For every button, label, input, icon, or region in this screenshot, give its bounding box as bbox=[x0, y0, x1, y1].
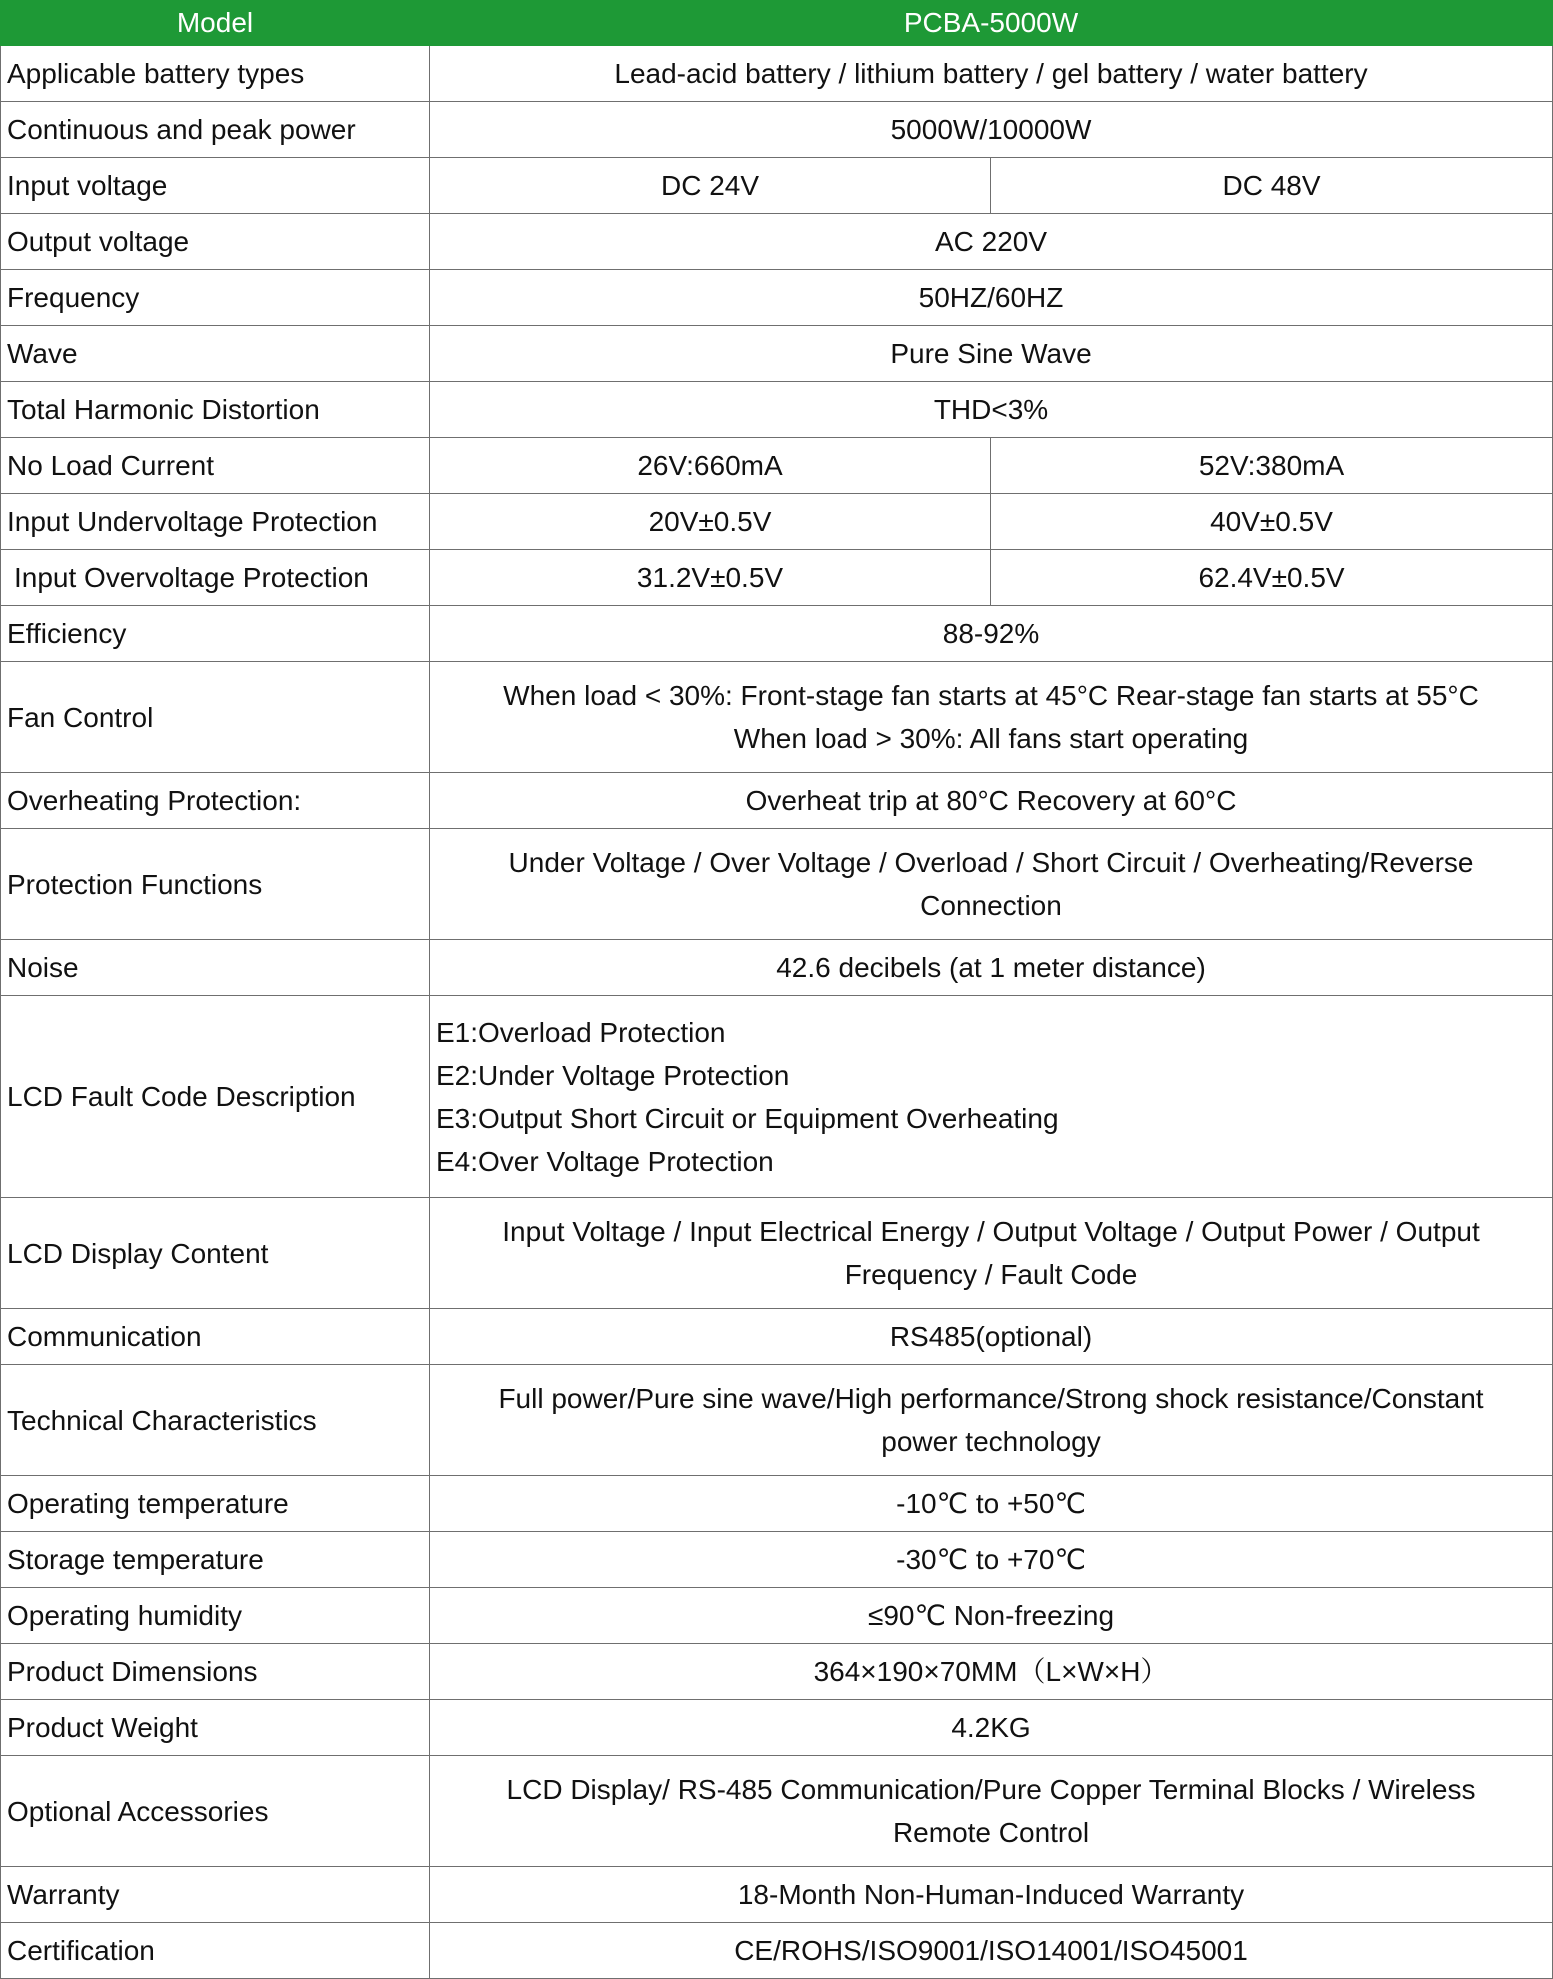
row-value: 364×190×70MM（L×W×H） bbox=[430, 1644, 1553, 1700]
row-value: 18-Month Non-Human-Induced Warranty bbox=[430, 1867, 1553, 1923]
row-value bbox=[430, 1756, 1553, 1867]
row-value-24v: 26V:660mA bbox=[430, 438, 991, 494]
row-value: ≤90℃ Non-freezing bbox=[430, 1588, 1553, 1644]
row-label: Fan Control bbox=[1, 662, 430, 773]
table-row bbox=[1, 1588, 1553, 1644]
table-row bbox=[1, 606, 1553, 662]
row-label: Continuous and peak power bbox=[1, 102, 430, 158]
table-row bbox=[1, 1198, 1553, 1309]
row-label: Warranty bbox=[1, 1867, 430, 1923]
row-value-48v: 52V:380mA bbox=[991, 438, 1553, 494]
row-label: Product Weight bbox=[1, 1700, 430, 1756]
table-row bbox=[1, 1365, 1553, 1476]
row-label: Storage temperature bbox=[1, 1532, 430, 1588]
row-value-48v: 62.4V±0.5V bbox=[991, 550, 1553, 606]
table-row bbox=[1, 46, 1553, 102]
fault-code-line: E2:Under Voltage Protection bbox=[436, 1059, 790, 1091]
row-label: Input voltage bbox=[1, 158, 430, 214]
value-line: power technology bbox=[881, 1426, 1101, 1457]
row-label: Certification bbox=[1, 1923, 430, 1979]
row-value: CE/ROHS/ISO9001/ISO14001/ISO45001 bbox=[430, 1923, 1553, 1979]
row-label: LCD Display Content bbox=[1, 1198, 430, 1309]
row-label: Total Harmonic Distortion bbox=[1, 382, 430, 438]
fault-code-line: E4:Over Voltage Protection bbox=[436, 1145, 774, 1177]
model-value: PCBA-5000W bbox=[430, 1, 1553, 46]
table-row bbox=[1, 996, 1553, 1198]
table-row bbox=[1, 102, 1553, 158]
table-row bbox=[1, 1756, 1553, 1867]
table-header-row bbox=[1, 1, 1553, 46]
row-value: -10℃ to +50℃ bbox=[430, 1476, 1553, 1532]
row-value bbox=[430, 829, 1553, 940]
value-line: When load < 30%: Front-stage fan starts at 45°C Rear-stage fan starts at 55°C bbox=[503, 680, 1479, 711]
row-value: Pure Sine Wave bbox=[430, 326, 1553, 382]
table-row bbox=[1, 550, 1553, 606]
table-row bbox=[1, 214, 1553, 270]
table-row bbox=[1, 158, 1553, 214]
row-value-48v: DC 48V bbox=[991, 158, 1553, 214]
row-value: Lead-acid battery / lithium battery / gel battery / water battery bbox=[430, 46, 1553, 102]
row-label: Communication bbox=[1, 1309, 430, 1365]
row-value: RS485(optional) bbox=[430, 1309, 1553, 1365]
table-row bbox=[1, 1476, 1553, 1532]
table-row bbox=[1, 1309, 1553, 1365]
value-line: Remote Control bbox=[892, 1817, 1090, 1848]
table-row bbox=[1, 438, 1553, 494]
row-label: Efficiency bbox=[1, 606, 430, 662]
row-label: Applicable battery types bbox=[1, 46, 430, 102]
row-label: Frequency bbox=[1, 270, 430, 326]
fault-code-line: E3:Output Short Circuit or Equipment Overheating bbox=[436, 1102, 1059, 1134]
table-row bbox=[1, 773, 1553, 829]
row-label: Input Overvoltage Protection bbox=[1, 550, 430, 606]
row-value bbox=[430, 1198, 1553, 1309]
table-row bbox=[1, 1532, 1553, 1588]
row-value: THD<3% bbox=[430, 382, 1553, 438]
row-label: Technical Characteristics bbox=[1, 1365, 430, 1476]
value-line: When load > 30%: All fans start operating bbox=[733, 723, 1249, 754]
value-line: Input Voltage / Input Electrical Energy / Output Voltage / Output Power / Output bbox=[502, 1216, 1480, 1247]
row-label: Operating humidity bbox=[1, 1588, 430, 1644]
value-line: LCD Display/ RS-485 Communication/Pure Copper Terminal Blocks / Wireless bbox=[506, 1774, 1476, 1805]
row-value: 50HZ/60HZ bbox=[430, 270, 1553, 326]
row-label: No Load Current bbox=[1, 438, 430, 494]
row-label: Wave bbox=[1, 326, 430, 382]
row-label: Product Dimensions bbox=[1, 1644, 430, 1700]
table-row bbox=[1, 382, 1553, 438]
table-row bbox=[1, 1867, 1553, 1923]
table-row bbox=[1, 1644, 1553, 1700]
fault-code-line: E1:Overload Protection bbox=[436, 1016, 726, 1048]
row-label: Operating temperature bbox=[1, 1476, 430, 1532]
table-row bbox=[1, 940, 1553, 996]
table-row bbox=[1, 1700, 1553, 1756]
row-value: 88-92% bbox=[430, 606, 1553, 662]
row-label: Overheating Protection: bbox=[1, 773, 430, 829]
table-row bbox=[1, 662, 1553, 773]
value-line: Frequency / Fault Code bbox=[844, 1259, 1138, 1290]
value-line: Connection bbox=[920, 890, 1062, 921]
table-row bbox=[1, 829, 1553, 940]
row-value: 5000W/10000W bbox=[430, 102, 1553, 158]
row-label: Input Undervoltage Protection bbox=[1, 494, 430, 550]
row-value: Overheat trip at 80°C Recovery at 60°C bbox=[430, 773, 1553, 829]
row-value: -30℃ to +70℃ bbox=[430, 1532, 1553, 1588]
row-value-24v: 31.2V±0.5V bbox=[430, 550, 991, 606]
model-label: Model bbox=[1, 1, 430, 46]
row-value: 42.6 decibels (at 1 meter distance) bbox=[430, 940, 1553, 996]
table-row bbox=[1, 494, 1553, 550]
row-value: 4.2KG bbox=[430, 1700, 1553, 1756]
row-value-24v: 20V±0.5V bbox=[430, 494, 991, 550]
row-value bbox=[430, 662, 1553, 773]
value-line: Under Voltage / Over Voltage / Overload / Short Circuit / Overheating/Reverse bbox=[508, 847, 1474, 878]
row-label: Optional Accessories bbox=[1, 1756, 430, 1867]
row-label: LCD Fault Code Description bbox=[1, 996, 430, 1198]
row-value: AC 220V bbox=[430, 214, 1553, 270]
table-row bbox=[1, 326, 1553, 382]
table-row bbox=[1, 270, 1553, 326]
row-value-48v: 40V±0.5V bbox=[991, 494, 1553, 550]
row-label: Protection Functions bbox=[1, 829, 430, 940]
row-value bbox=[430, 996, 1553, 1198]
value-line: Full power/Pure sine wave/High performance/Strong shock resistance/Constant bbox=[498, 1383, 1484, 1414]
table-row bbox=[1, 1923, 1553, 1979]
row-label: Output voltage bbox=[1, 214, 430, 270]
row-value bbox=[430, 1365, 1553, 1476]
row-label: Noise bbox=[1, 940, 430, 996]
row-value-24v: DC 24V bbox=[430, 158, 991, 214]
